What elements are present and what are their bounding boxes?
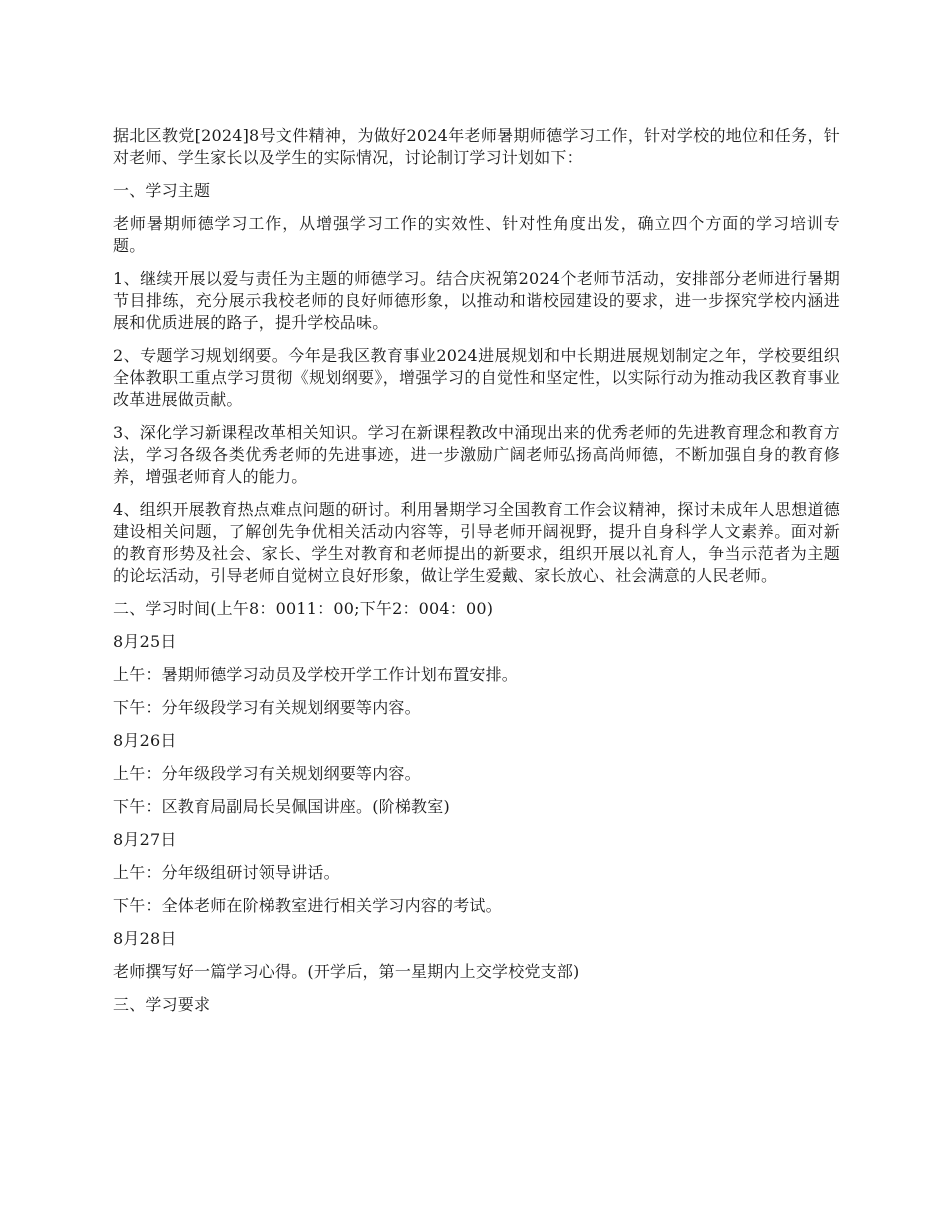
theme-item-3: 3、深化学习新课程改革相关知识。学习在新课程教改中涌现出来的优秀老师的先进教育理念和教育方法，学习各级各类优秀老师的先进事迹，进一步激励广阔老师弘扬高尚师德，不断加强自身的教育修养，增强老师育人的能力。: [113, 423, 840, 486]
schedule-date-aug-27: 8月27日: [113, 830, 177, 849]
section-heading-study-time: 二、学习时间(上午8：0011：00;下午2：004：00): [113, 599, 494, 618]
schedule-date-aug-25: 8月25日: [113, 632, 177, 651]
theme-item-2: 2、专题学习规划纲要。今年是我区教育事业2024进展规划和中长期进展规划制定之年，学校要组织全体教职工重点学习贯彻《规划纲要》，增强学习的自觉性和坚定性，以实际行动为推动我区教育事业改革进展做贡献。: [113, 346, 840, 409]
schedule-aug-27-morning: 上午：分年级组研讨领导讲话。: [113, 863, 340, 882]
schedule-aug-27-afternoon: 下午：全体老师在阶梯教室进行相关学习内容的考试。: [113, 896, 502, 915]
schedule-date-aug-28: 8月28日: [113, 929, 177, 948]
schedule-date-aug-26: 8月26日: [113, 731, 177, 750]
schedule-aug-25-afternoon: 下午：分年级段学习有关规划纲要等内容。: [113, 698, 421, 717]
document-body: [113, 125, 840, 1027]
theme-item-1: 1、继续开展以爱与责任为主题的师德学习。结合庆祝第2024个老师节活动，安排部分老师进行暑期节目排练，充分展示我校老师的良好师德形象，以推动和谐校园建设的要求，进一步探究学校内涵进展和优质进展的路子，提升学校品味。: [113, 269, 840, 332]
theme-item-4: 4、组织开展教育热点难点问题的研讨。利用暑期学习全国教育工作会议精神，探讨未成年人思想道德建设相关问题，了解创先争优相关活动内容等，引导老师开阔视野，提升自身科学人文素养。面对新的教育形势及社会、家长、学生对教育和老师提出的新要求，组织开展以礼育人，争当示范者为主题的论坛活动，引导老师自觉树立良好形象，做让学生爱戴、家长放心、社会满意的人民老师。: [113, 500, 840, 585]
intro-paragraph: 据北区教党[2024]8号文件精神，为做好2024年老师暑期师德学习工作，针对学校的地位和任务，针对老师、学生家长以及学生的实际情况，讨论制订学习计划如下：: [113, 126, 840, 167]
schedule-aug-26-morning: 上午：分年级段学习有关规划纲要等内容。: [113, 764, 421, 783]
theme-intro-paragraph: 老师暑期师德学习工作，从增强学习工作的实效性、针对性角度出发，确立四个方面的学习培训专题。: [113, 214, 840, 255]
section-heading-study-theme: 一、学习主题: [113, 181, 211, 200]
schedule-aug-25-morning: 上午：暑期师德学习动员及学校开学工作计划布置安排。: [113, 665, 519, 684]
section-heading-study-requirements: 三、学习要求: [113, 995, 211, 1014]
schedule-aug-26-afternoon: 下午：区教育局副局长吴佩国讲座。(阶梯教室): [113, 797, 450, 816]
schedule-aug-28-task: 老师撰写好一篇学习心得。(开学后，第一星期内上交学校党支部): [113, 962, 580, 981]
